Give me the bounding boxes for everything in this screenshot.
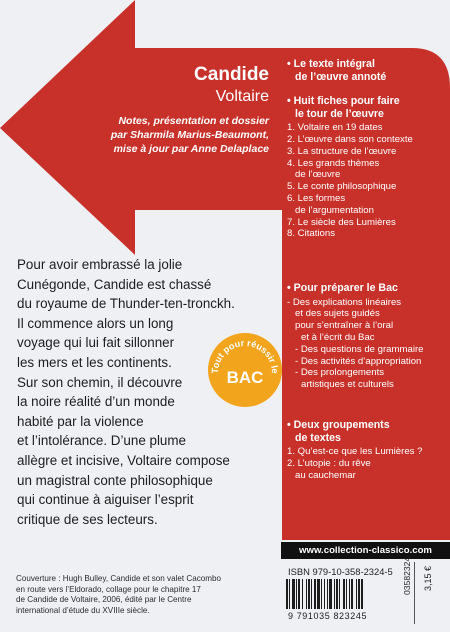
barcode-bar xyxy=(308,579,310,609)
barcode-graphic xyxy=(284,579,400,611)
list-item: - Des activités d’appropriation xyxy=(295,355,422,367)
credit-line: international d’étude du XVIIIe siècle. xyxy=(16,605,150,615)
editor-notes xyxy=(111,114,269,156)
list-item: 1. Qu’est-ce que les Lumières ? xyxy=(287,446,423,458)
isbn-text: ISBN 979-10-358-2324-5 xyxy=(288,566,393,577)
divider xyxy=(414,562,415,624)
barcode-bar xyxy=(302,579,303,609)
barcode-bar xyxy=(296,579,297,609)
list-item: 3. La structure de l’œuvre xyxy=(287,145,397,157)
barcode-bar xyxy=(324,579,325,609)
barcode-bar xyxy=(317,579,320,609)
summary-line: qui continue à aiguiser l’esprit xyxy=(17,492,194,508)
list-item: 6. Les formes xyxy=(287,192,346,204)
barcode-bar xyxy=(336,579,338,609)
bac-badge xyxy=(208,333,282,407)
summary-line: Pour avoir embrassé la jolie xyxy=(17,257,183,272)
badge-label: BAC xyxy=(226,368,264,387)
summary-line: un magistral conte philosophique xyxy=(17,472,213,488)
summary-line: et l’intolérance. D’une plume xyxy=(17,433,186,449)
summary-line: Cunégonde, Candide est chassé xyxy=(17,276,212,292)
list-item: 4. Les grands thèmes xyxy=(287,157,380,169)
list-item: 1. Voltaire en 19 dates xyxy=(287,122,383,134)
notes-line: par Sharmila Marius-Beaumont, xyxy=(110,129,269,141)
feature-head: de l’œuvre annoté xyxy=(295,70,387,83)
barcode-bar xyxy=(321,579,322,609)
barcode-bar xyxy=(292,579,295,609)
barcode-bar xyxy=(351,579,353,609)
list-item: 2. L’œuvre dans son contexte xyxy=(287,133,413,145)
barcode-bar xyxy=(334,579,335,609)
list-item: de l’argumentation xyxy=(295,204,374,216)
summary-line: voyage qui lui fait sillonner xyxy=(17,335,175,351)
list-item: - Des questions de grammaire xyxy=(295,343,424,355)
list-item: et à l’écrit du Bac xyxy=(301,331,375,343)
barcode-bar xyxy=(356,579,357,609)
barcode-bar xyxy=(306,579,307,609)
barcode-bar xyxy=(298,579,300,609)
list-item: et des sujets guidés xyxy=(295,308,380,320)
barcode-bar xyxy=(343,579,345,609)
barcode-bar xyxy=(329,579,332,609)
barcode-bar xyxy=(339,579,340,609)
list-item: 8. Citations xyxy=(287,228,335,240)
barcode-bar xyxy=(327,579,328,609)
list-item: - Des prolongements xyxy=(295,367,385,379)
barcode-bar xyxy=(349,579,350,609)
list-item: au cauchemar xyxy=(295,469,356,481)
barcode-bar xyxy=(311,579,312,609)
summary-line: critique de ses lecteurs. xyxy=(17,511,158,527)
summary-line: allègre et incisive, Voltaire compose xyxy=(17,452,230,468)
credit-line: Couverture : Hugh Bulley, Candide et son valet Cacombo xyxy=(16,574,222,583)
feature-head: • Deux groupements xyxy=(287,419,390,431)
barcode-bar xyxy=(314,579,316,609)
feature-block-text xyxy=(287,58,386,83)
barcode-number: 9 791035 823245 xyxy=(288,611,368,621)
feature-head: le tour de l’œuvre xyxy=(295,107,384,120)
feature-head: • Pour préparer le Bac xyxy=(287,282,398,294)
price-label: 3,15 € xyxy=(423,565,433,591)
list-item: pour s’entraîner à l’oral xyxy=(295,320,394,332)
barcode-bar xyxy=(289,579,290,609)
product-code: 03582324 xyxy=(402,556,412,595)
feature-head: • Le texte intégral xyxy=(287,58,375,70)
summary-line: Il commence alors un long xyxy=(17,315,174,331)
list-item: artistiques et culturels xyxy=(301,379,394,391)
badge-ring-label: Tout pour réussir le xyxy=(209,337,281,374)
feature-block-bac xyxy=(287,282,424,391)
list-item: - Des explications linéaires xyxy=(287,296,402,308)
barcode-bar xyxy=(361,579,363,609)
feature-block-fiches xyxy=(287,95,413,240)
notes-line: mise à jour par Anne Delaplace xyxy=(113,143,269,155)
barcode-bar xyxy=(286,579,288,609)
summary-line: Sur son chemin, il découvre xyxy=(17,374,183,390)
summary-line: la noire réalité d’un monde xyxy=(17,394,175,410)
credit-line: de Candide de Voltaire, 2006, édité par le Centre xyxy=(16,595,192,605)
feature-head: de textes xyxy=(295,431,341,444)
barcode-bar xyxy=(358,579,360,609)
feature-head: • Huit fiches pour faire xyxy=(287,95,400,107)
summary-line: du royaume de Thunder-ten-tronckh. xyxy=(17,296,235,312)
list-item: de l’œuvre xyxy=(295,169,341,181)
summary-line: habité par la violence xyxy=(17,413,144,429)
book-author: Voltaire xyxy=(215,88,269,105)
list-item: 2. L’utopie : du rêve xyxy=(287,457,371,469)
list-item: 5. Le conte philosophique xyxy=(287,181,397,193)
notes-line: Notes, présentation et dossier xyxy=(118,115,269,127)
cover-credit xyxy=(16,574,221,616)
book-title: Candide xyxy=(194,64,269,85)
summary-line: les mers et les continents. xyxy=(17,354,172,370)
credit-line: en route vers l’Eldorado, collage pour le chapitre 17 xyxy=(16,584,201,594)
feature-block-groupements xyxy=(287,419,422,482)
website-banner: www.collection-classico.com xyxy=(281,542,450,559)
list-item: 7. Le siècle des Lumières xyxy=(287,216,396,228)
barcode-bar xyxy=(346,579,347,609)
